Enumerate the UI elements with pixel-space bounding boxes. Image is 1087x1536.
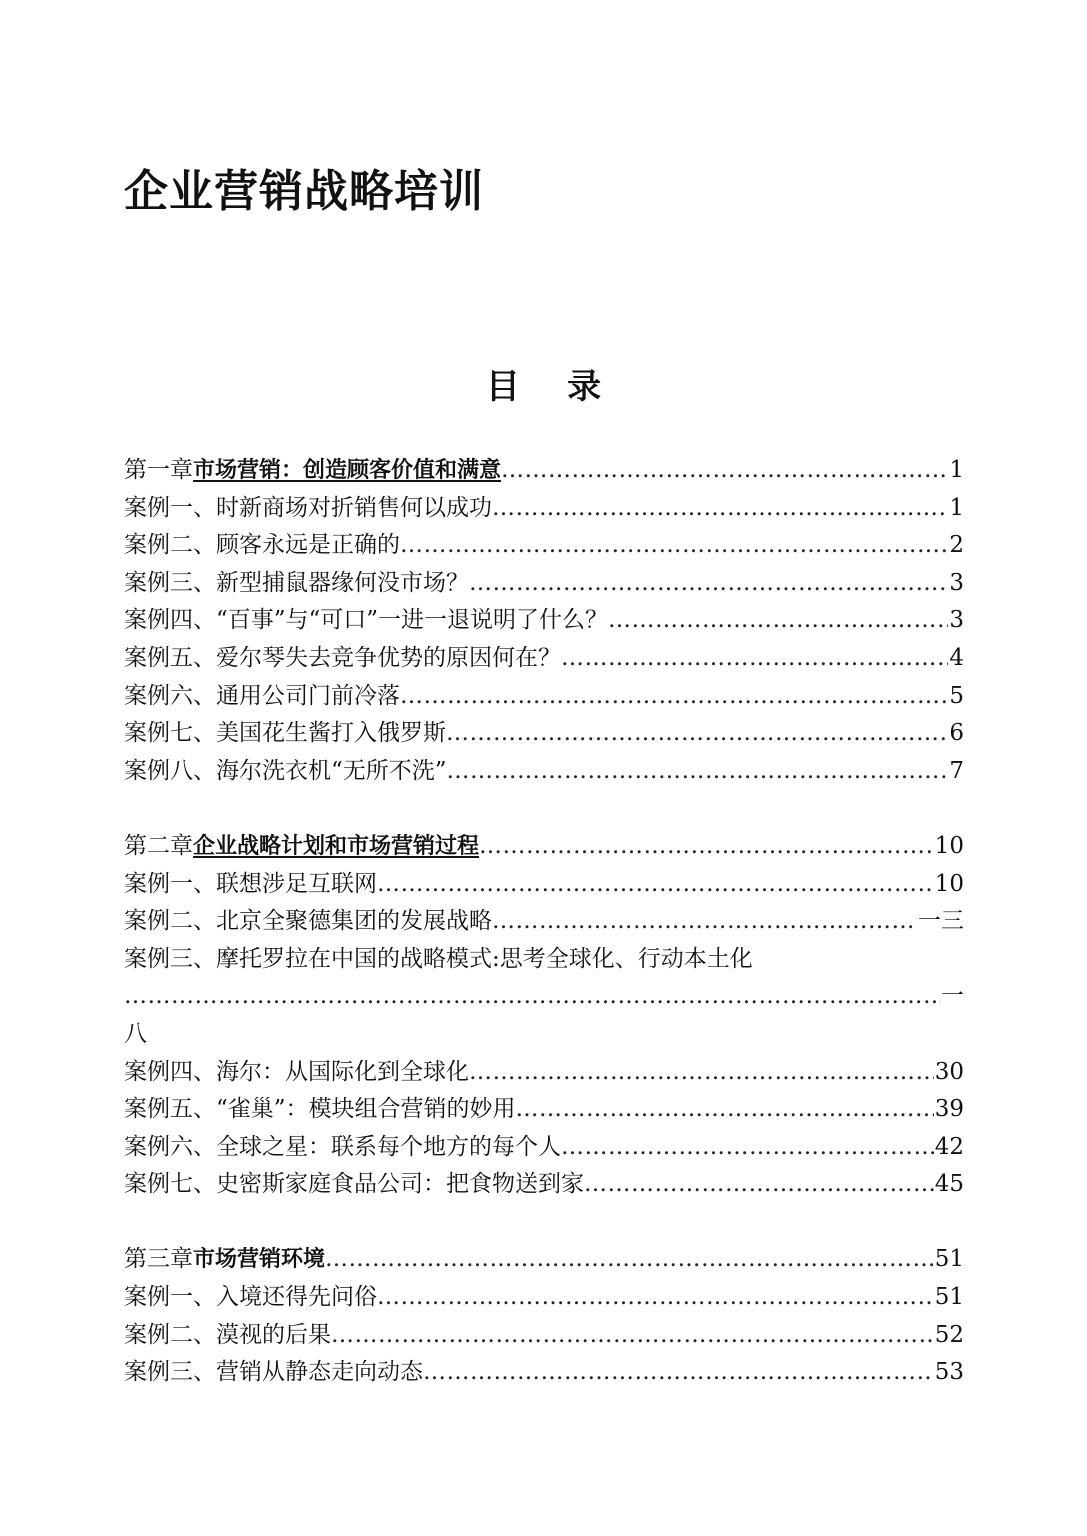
toc-case[interactable]: [124, 1129, 964, 1167]
case-label: 案例三、营销从静态走向动态: [124, 1359, 423, 1386]
chapter-prefix: 第三章: [124, 1246, 193, 1273]
toc-case[interactable]: [124, 1166, 964, 1204]
dot-leader: [469, 1054, 934, 1092]
toc-case[interactable]: [124, 1317, 964, 1355]
page-number: 42: [934, 1133, 964, 1160]
table-of-contents: [124, 452, 964, 1392]
dot-leader: [469, 565, 948, 603]
page-number: 45: [934, 1171, 964, 1198]
dot-leader: [400, 527, 948, 565]
page-number: 3: [949, 607, 964, 634]
case-label: 案例五、爱尔琴失去竞争优势的原因何在？: [124, 644, 561, 671]
dot-leader: [501, 452, 948, 490]
dot-leader: [447, 753, 949, 791]
toc-case-continuation[interactable]: [124, 978, 964, 1016]
case-label: 案例二、顾客永远是正确的: [124, 532, 400, 559]
dot-leader: [446, 715, 948, 753]
toc-case[interactable]: [124, 565, 964, 603]
toc-heading: 目 录: [485, 367, 602, 407]
case-label: 案例四、海尔：从国际化到全球化: [124, 1058, 469, 1085]
toc-case[interactable]: [124, 678, 964, 716]
dot-leader: [479, 828, 934, 866]
case-label: 案例二、北京全聚德集团的发展战略: [124, 908, 492, 935]
page-number: 一: [941, 983, 964, 1010]
dot-leader: [423, 1354, 934, 1392]
case-label: 案例一、入境还得先问俗: [124, 1284, 377, 1311]
page-number: 51: [934, 1246, 964, 1273]
toc-case[interactable]: [124, 753, 964, 791]
dot-leader: [516, 1091, 934, 1129]
page-number: 39: [934, 1096, 964, 1123]
dot-leader: [400, 678, 948, 716]
case-label: 案例四、“百事”与“可口”一进一退说明了什么？: [124, 607, 609, 634]
toc-case-continuation[interactable]: [124, 1016, 964, 1054]
dot-leader: [561, 1129, 934, 1167]
dot-leader: [124, 978, 941, 1016]
case-label: 案例七、史密斯家庭食品公司：把食物送到家: [124, 1171, 584, 1198]
dot-leader: [377, 866, 934, 904]
case-label: 案例三、摩托罗拉在中国的战略模式:思考全球化、行动本土化: [124, 945, 753, 972]
page-number: 一三: [918, 908, 964, 935]
chapter-title-link[interactable]: 市场营销环境: [193, 1247, 326, 1273]
case-label: 案例六、全球之星：联系每个地方的每个人: [124, 1133, 561, 1160]
page-number: 52: [934, 1321, 964, 1348]
toc-case[interactable]: [124, 1091, 964, 1129]
dot-leader: [377, 1279, 934, 1317]
dot-leader: [561, 640, 948, 678]
chapter-title-link[interactable]: 企业战略计划和市场营销过程: [193, 833, 480, 859]
page-number: 7: [949, 757, 964, 784]
page-number: 5: [949, 682, 964, 709]
page-number: 6: [949, 720, 964, 747]
page-number: 3: [949, 569, 964, 596]
toc-chapter-2[interactable]: [124, 828, 964, 866]
dot-leader: [608, 602, 948, 640]
toc-case[interactable]: [124, 1054, 964, 1092]
page-number: 53: [934, 1359, 964, 1386]
page-number: 10: [934, 870, 964, 897]
toc-case[interactable]: [124, 903, 964, 941]
page-number-wrapped: 八: [124, 1020, 147, 1047]
page-number: 4: [949, 644, 964, 671]
toc-case[interactable]: [124, 1279, 964, 1317]
page-number: 10: [934, 832, 964, 859]
case-label: 案例六、通用公司门前冷落: [124, 682, 400, 709]
case-label: 案例一、联想涉足互联网: [124, 870, 377, 897]
case-label: 案例三、新型捕鼠器缘何没市场？: [124, 569, 469, 596]
toc-case[interactable]: [124, 640, 964, 678]
toc-case[interactable]: [124, 715, 964, 753]
dot-leader: [331, 1317, 934, 1355]
toc-case[interactable]: [124, 602, 964, 640]
case-label: 案例八、海尔洗衣机“无所不洗”: [124, 757, 447, 784]
chapter-prefix: 第一章: [124, 457, 193, 483]
toc-case[interactable]: [124, 866, 964, 904]
case-label: 案例五、“雀巢”：模块组合营销的妙用: [124, 1096, 516, 1123]
page-number: 1: [949, 457, 964, 483]
page-number: 2: [949, 532, 964, 559]
page-number: 51: [934, 1284, 964, 1311]
toc-case[interactable]: [124, 1354, 964, 1392]
dot-leader: [584, 1166, 934, 1204]
document-title: 企业营销战略培训: [124, 166, 484, 217]
case-label: 案例七、美国花生酱打入俄罗斯: [124, 720, 446, 747]
dot-leader: [492, 490, 948, 528]
case-label: 案例二、漠视的后果: [124, 1321, 331, 1348]
dot-leader: [492, 903, 917, 941]
chapter-prefix: 第二章: [124, 832, 193, 859]
toc-case[interactable]: [124, 527, 964, 565]
toc-chapter-1[interactable]: [124, 452, 964, 490]
page-number: 1: [949, 494, 964, 521]
case-label: 案例一、时新商场对折销售何以成功: [124, 494, 492, 521]
toc-chapter-3[interactable]: [124, 1241, 964, 1279]
chapter-title-link[interactable]: 市场营销：创造顾客价值和满意: [193, 458, 502, 483]
toc-case[interactable]: [124, 490, 964, 528]
toc-case[interactable]: [124, 941, 964, 979]
dot-leader: [325, 1241, 934, 1279]
page-number: 30: [934, 1058, 964, 1085]
